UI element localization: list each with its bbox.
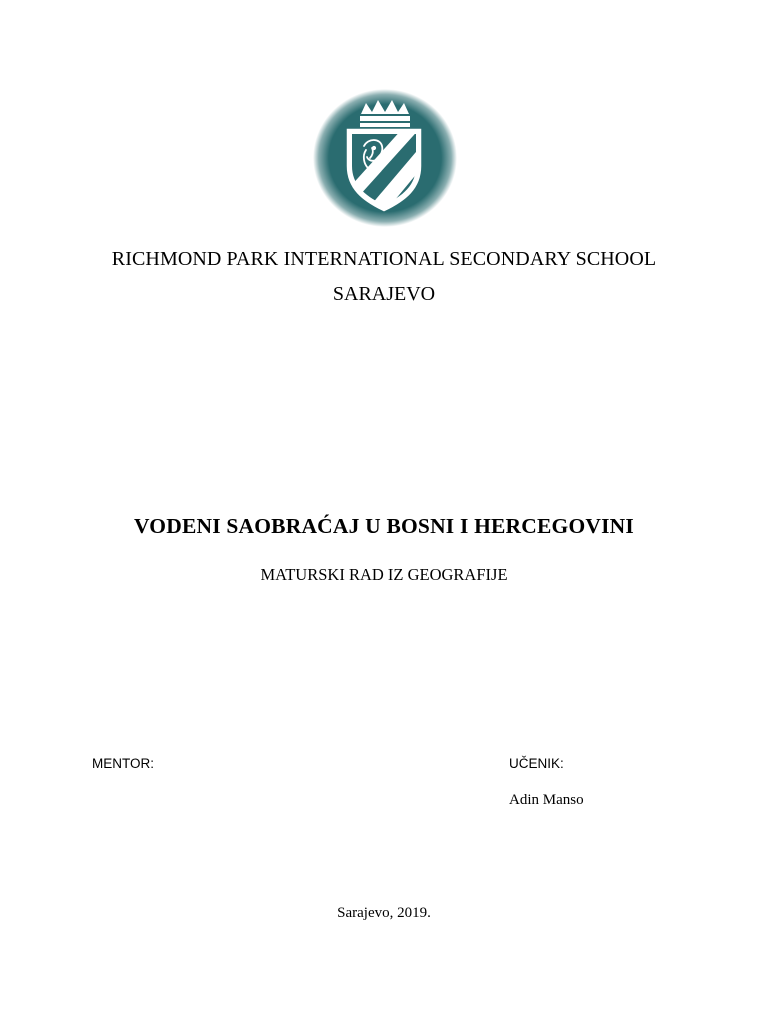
place-date: Sarajevo, 2019. [337, 905, 431, 921]
student-name: Adin Manso [509, 792, 584, 808]
school-logo [310, 88, 460, 228]
school-crest-icon [310, 88, 460, 228]
school-name: RICHMOND PARK INTERNATIONAL SECONDARY SCHOOL [111, 248, 657, 270]
student-label: UČENIK: [509, 756, 564, 771]
thesis-subtitle: MATURSKI RAD IZ GEOGRAFIJE [260, 565, 508, 584]
school-city: SARAJEVO [332, 283, 436, 305]
mentor-label: MENTOR: [92, 756, 155, 771]
thesis-title: VODENI SAOBRAĆAJ U BOSNI I HERCEGOVINI [134, 514, 634, 538]
